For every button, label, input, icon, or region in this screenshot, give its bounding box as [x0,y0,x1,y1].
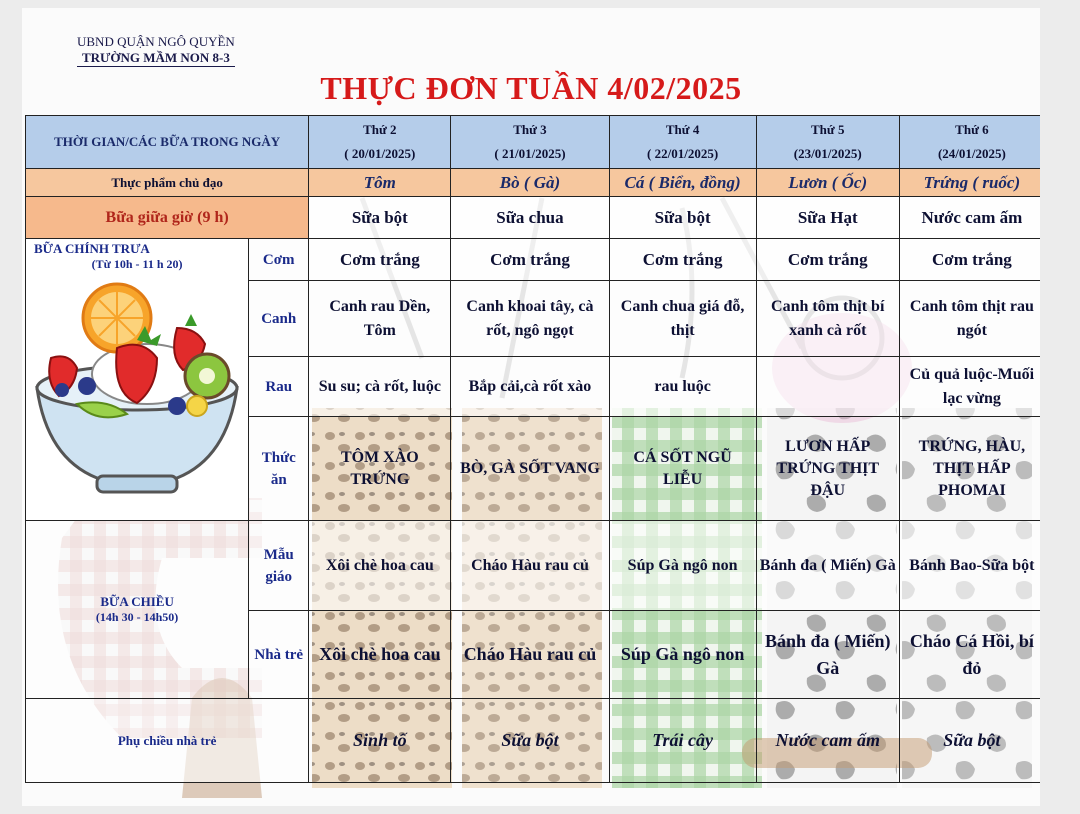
day-name: Thứ 6 [955,122,989,137]
day-date: ( 20/01/2025) [344,146,416,161]
lunch-meal-cell [26,239,249,521]
lunch-cell: rau luộc [609,357,756,417]
corner-label: THỜI GIAN/CÁC BỮA TRONG NGÀY [26,116,309,169]
day-name: Thứ 2 [363,122,397,137]
menu-page [22,8,1040,806]
extra-snack-row [26,699,1041,783]
afternoon-row-label: Mẫu giáo [249,521,309,611]
main-food-cell: Bò ( Gà) [451,169,609,197]
afternoon-cell: Bánh đa ( Miến) Gà [756,611,899,699]
afternoon-cell: Súp Gà ngô non [609,611,756,699]
extra-snack-cell: Trái cây [609,699,756,783]
lunch-title: BỮA CHÍNH TRƯA [34,241,150,256]
lunch-cell: Cơm trắng [309,239,451,281]
lunch-cell: Su su; cà rốt, luộc [309,357,451,417]
afternoon-row-label: Nhà trẻ [249,611,309,699]
extra-snack-cell: Sữa bột [899,699,1040,783]
mid-snack-cell: Sữa bột [609,197,756,239]
lunch-cell: Canh tôm thịt rau ngót [899,281,1040,357]
afternoon-cell: Cháo Cá Hồi, bí đỏ [899,611,1040,699]
lunch-row-label: Thức ăn [249,417,309,521]
lunch-cell: Bắp cải,cà rốt xào [451,357,609,417]
day-date: (24/01/2025) [937,146,1006,161]
day-date: ( 21/01/2025) [494,146,566,161]
lunch-rice-row [26,239,1041,281]
main-food-cell: Cá ( Biển, đồng) [609,169,756,197]
lunch-row-label: Canh [249,281,309,357]
lunch-cell: Cơm trắng [609,239,756,281]
day-date: (23/01/2025) [793,146,862,161]
mid-snack-cell: Sữa bột [309,197,451,239]
afternoon-cell: Xôi chè hoa cau [309,611,451,699]
lunch-cell: Canh tôm thịt bí xanh cà rốt [756,281,899,357]
day-date: ( 22/01/2025) [647,146,719,161]
weekly-menu-table [25,115,1040,783]
mid-snack-label: Bữa giữa giờ (9 h) [26,197,309,239]
day-name: Thứ 3 [513,122,547,137]
afternoon-cell: Bánh đa ( Miến) Gà [756,521,899,611]
day-header-tue [451,116,609,169]
district-name: UBND QUẬN NGÔ QUYỀN [77,34,235,49]
afternoon-time: (14h 30 - 14h50) [95,610,179,624]
lunch-cell: Canh khoai tây, cà rốt, ngô ngọt [451,281,609,357]
day-header-thu [756,116,899,169]
lunch-cell: Cơm trắng [899,239,1040,281]
mid-snack-cell: Nước cam ấm [899,197,1040,239]
lunch-cell: Canh rau Dền, Tôm [309,281,451,357]
afternoon-cell: Bánh Bao-Sữa bột [899,521,1040,611]
lunch-cell: CÁ SỐT NGŨ LIỄU [609,417,756,521]
lunch-time: (Từ 10h - 11 h 20) [91,257,183,271]
lunch-cell: LƯƠN HẤP TRỨNG THỊT ĐẬU [756,417,899,521]
main-food-cell: Lươn ( Ốc) [756,169,899,197]
afternoon-cell: Cháo Hàu rau củ [451,611,609,699]
day-header-row [26,116,1041,169]
afternoon-cell: Súp Gà ngô non [609,521,756,611]
extra-snack-cell: Nước cam ấm [756,699,899,783]
day-header-wed [609,116,756,169]
school-header [77,34,235,67]
extra-snack-cell: Sữa bột [451,699,609,783]
extra-snack-cell: Sinh tố [309,699,451,783]
lunch-cell: TÔM XÀO TRỨNG [309,417,451,521]
day-name: Thứ 5 [811,122,845,137]
lunch-cell: BÒ, GÀ SỐT VANG [451,417,609,521]
school-name: TRƯỜNG MẦM NON 8-3 [77,50,235,67]
lunch-cell: Cơm trắng [451,239,609,281]
main-food-label: Thực phẩm chủ đạo [26,169,309,197]
mid-snack-cell: Sữa chua [451,197,609,239]
lunch-cell: Canh chua giá đỗ, thịt [609,281,756,357]
extra-snack-label: Phụ chiều nhà trẻ [26,699,309,783]
lunch-row-label: Cơm [249,239,309,281]
page-title: THỰC ĐƠN TUẦN 4/02/2025 [320,70,742,106]
mid-snack-cell: Sữa Hạt [756,197,899,239]
afternoon-title: BỮA CHIỀU [100,594,174,609]
afternoon-cell: Cháo Hàu rau củ [451,521,609,611]
lunch-cell: Cơm trắng [756,239,899,281]
lunch-cell: Củ quả luộc-Muối lạc vừng [899,357,1040,417]
afternoon-cell: Xôi chè hoa cau [309,521,451,611]
main-food-cell: Tôm [309,169,451,197]
main-food-cell: Trứng ( ruốc) [899,169,1040,197]
lunch-cell: TRỨNG, HÀU, THỊT HẤP PHOMAI [899,417,1040,521]
day-header-fri [899,116,1040,169]
afternoon-meal-cell [26,521,249,699]
mid-snack-row [26,197,1041,239]
day-name: Thứ 4 [665,122,700,137]
lunch-cell [756,357,899,417]
main-food-row [26,169,1041,197]
lunch-row-label: Rau [249,357,309,417]
fruit-salad-bowl-icon [27,278,247,508]
day-header-mon [309,116,451,169]
afternoon-kindergarten-row [26,521,1041,611]
